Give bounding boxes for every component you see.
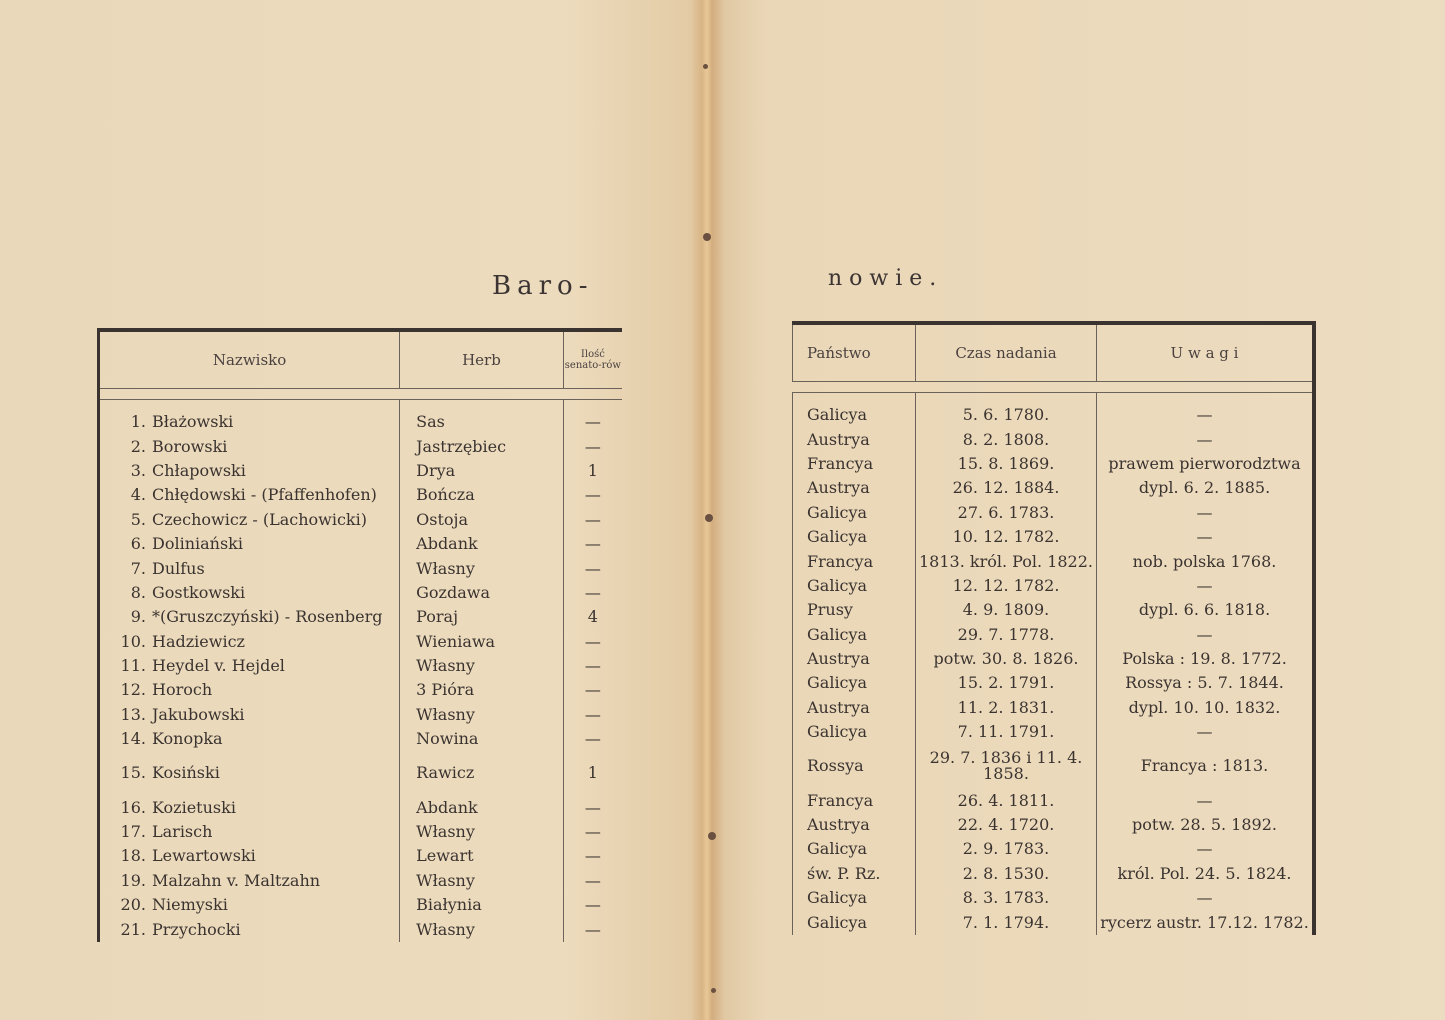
binding-stitch xyxy=(711,988,716,993)
table-row xyxy=(99,795,623,819)
row-number: 19. xyxy=(120,870,146,890)
table-row xyxy=(793,647,1315,671)
notes: dypl. 10. 10. 1832. xyxy=(1097,696,1315,720)
surname: Larisch xyxy=(152,822,213,842)
table-row xyxy=(99,630,623,654)
state: Galicya xyxy=(793,886,916,910)
name-cell xyxy=(99,654,400,678)
senators-count: — xyxy=(563,917,622,941)
state: Austrya xyxy=(793,813,916,837)
coat-of-arms: Jastrzębiec xyxy=(400,434,564,458)
table-row xyxy=(793,862,1315,886)
grant-date: 26. 12. 1884. xyxy=(916,476,1097,500)
table-row xyxy=(99,459,623,483)
notes: dypl. 6. 6. 1818. xyxy=(1097,598,1315,622)
surname: Błażowski xyxy=(152,412,234,432)
coat-of-arms: Poraj xyxy=(400,605,564,629)
binding-stitch xyxy=(705,514,713,522)
heading-right: nowie. xyxy=(828,266,944,291)
table-row xyxy=(793,720,1315,744)
coat-of-arms: Abdank xyxy=(400,795,564,819)
surname: Czechowicz - (Lachowicki) xyxy=(152,509,367,529)
grant-date: 7. 1. 1794. xyxy=(916,910,1097,934)
row-number: 8. xyxy=(130,582,146,602)
state: Francya xyxy=(793,452,916,476)
grant-date: 8. 3. 1783. xyxy=(916,886,1097,910)
book-gutter xyxy=(690,0,724,1020)
table-row xyxy=(793,403,1315,427)
table-row xyxy=(99,581,623,605)
notes: — xyxy=(1097,525,1315,549)
notes: — xyxy=(1097,403,1315,427)
coat-of-arms: Białynia xyxy=(400,893,564,917)
row-number: 13. xyxy=(120,704,146,724)
surname: Niemyski xyxy=(152,895,228,915)
table-row xyxy=(99,508,623,532)
grant-date: 11. 2. 1831. xyxy=(916,696,1097,720)
notes: — xyxy=(1097,720,1315,744)
notes: prawem pierworodztwa xyxy=(1097,452,1315,476)
name-cell xyxy=(99,630,400,654)
state: Francya xyxy=(793,549,916,573)
table-row xyxy=(99,844,623,868)
notes: — xyxy=(1097,886,1315,910)
surname: Heydel v. Hejdel xyxy=(152,656,285,676)
surname: Malzahn v. Maltzahn xyxy=(152,870,321,890)
senators-count: — xyxy=(563,844,622,868)
notes: Polska : 19. 8. 1772. xyxy=(1097,647,1315,671)
state: Galicya xyxy=(793,910,916,934)
notes: Rossya : 5. 7. 1844. xyxy=(1097,671,1315,695)
header-state: Państwo xyxy=(793,323,916,382)
binding-stitch xyxy=(708,832,716,840)
name-cell xyxy=(99,434,400,458)
coat-of-arms: Własny xyxy=(400,556,564,580)
state: Francya xyxy=(793,788,916,812)
grant-date: 26. 4. 1811. xyxy=(916,788,1097,812)
surname: *(Gruszczyński) - Rosenberg xyxy=(152,607,383,627)
surname: Horoch xyxy=(152,680,213,700)
grant-date: 5. 6. 1780. xyxy=(916,403,1097,427)
grant-date: 12. 12. 1782. xyxy=(916,574,1097,598)
header-name: Nazwisko xyxy=(212,351,287,369)
surname: Gostkowski xyxy=(152,582,246,602)
name-cell xyxy=(99,581,400,605)
table-row xyxy=(793,837,1315,861)
senators-count: — xyxy=(563,581,622,605)
senators-count: 1 xyxy=(563,459,622,483)
coat-of-arms: Abdank xyxy=(400,532,564,556)
grant-date: 15. 8. 1869. xyxy=(916,452,1097,476)
left-register-table xyxy=(97,328,622,942)
coat-of-arms: Własny xyxy=(400,917,564,941)
table-row xyxy=(99,410,623,434)
name-cell xyxy=(99,459,400,483)
senators-count: — xyxy=(563,434,622,458)
row-number: 9. xyxy=(130,607,146,627)
binding-stitch xyxy=(703,64,708,69)
table-row xyxy=(99,556,623,580)
name-cell xyxy=(99,727,400,751)
notes: — xyxy=(1097,788,1315,812)
notes: — xyxy=(1097,501,1315,525)
state: Austrya xyxy=(793,696,916,720)
table-row xyxy=(99,654,623,678)
state: Austrya xyxy=(793,476,916,500)
surname: Przychocki xyxy=(152,919,241,939)
state: Galicya xyxy=(793,403,916,427)
senators-count: — xyxy=(563,410,622,434)
coat-of-arms: 3 Pióra xyxy=(400,678,564,702)
row-number: 5. xyxy=(130,509,146,529)
grant-date: 29. 7. 1778. xyxy=(916,623,1097,647)
senators-count: — xyxy=(563,820,622,844)
senators-count: — xyxy=(563,508,622,532)
table-row xyxy=(99,483,623,507)
table-row xyxy=(793,696,1315,720)
grant-date: 1813. król. Pol. 1822. xyxy=(916,549,1097,573)
table-row xyxy=(793,623,1315,647)
coat-of-arms: Własny xyxy=(400,654,564,678)
senators-count: 4 xyxy=(563,605,622,629)
name-cell xyxy=(99,820,400,844)
surname: Kozietuski xyxy=(152,797,236,817)
senators-count: — xyxy=(563,556,622,580)
notes: rycerz austr. 17.12. 1782. xyxy=(1097,910,1315,934)
header-date: Czas nadania xyxy=(916,323,1097,382)
state: Galicya xyxy=(793,574,916,598)
state: Austrya xyxy=(793,647,916,671)
table-row xyxy=(99,893,623,917)
binding-stitch xyxy=(703,233,711,241)
table-row xyxy=(793,476,1315,500)
name-cell xyxy=(99,483,400,507)
heading-left: Baro- xyxy=(492,271,594,301)
state: św. P. Rz. xyxy=(793,862,916,886)
coat-of-arms: Własny xyxy=(400,820,564,844)
notes: nob. polska 1768. xyxy=(1097,549,1315,573)
table-row xyxy=(99,917,623,941)
coat-of-arms: Ostoja xyxy=(400,508,564,532)
row-number: 6. xyxy=(130,534,146,554)
notes: król. Pol. 24. 5. 1824. xyxy=(1097,862,1315,886)
table-row xyxy=(793,574,1315,598)
table-row xyxy=(793,671,1315,695)
row-number: 16. xyxy=(120,797,146,817)
coat-of-arms: Własny xyxy=(400,869,564,893)
surname: Dulfus xyxy=(152,558,205,578)
table-row xyxy=(793,427,1315,451)
state: Galicya xyxy=(793,525,916,549)
senators-count: — xyxy=(563,727,622,751)
notes: Francya : 1813. xyxy=(1097,744,1315,788)
surname: Hadziewicz xyxy=(152,631,245,651)
table-row xyxy=(793,813,1315,837)
senators-count: 1 xyxy=(563,751,622,795)
surname: Chłędowski - (Pfaffenhofen) xyxy=(152,485,377,505)
table-row xyxy=(793,501,1315,525)
row-number: 7. xyxy=(130,558,146,578)
row-number: 1. xyxy=(130,412,146,432)
surname: Jakubowski xyxy=(152,704,245,724)
table-row xyxy=(99,751,623,795)
grant-date: 29. 7. 1836 i 11. 4. 1858. xyxy=(916,744,1097,788)
senators-count: — xyxy=(563,654,622,678)
name-cell xyxy=(99,410,400,434)
header-senators: Ilość senato-rów xyxy=(563,330,622,389)
name-cell xyxy=(99,556,400,580)
row-number: 21. xyxy=(120,919,146,939)
surname: Lewartowski xyxy=(152,846,256,866)
table-row xyxy=(793,598,1315,622)
table-row xyxy=(99,727,623,751)
table-row xyxy=(99,869,623,893)
table-row xyxy=(793,788,1315,812)
header-separator xyxy=(99,389,623,400)
senators-count: — xyxy=(563,483,622,507)
state: Rossya xyxy=(793,744,916,788)
right-table-body xyxy=(793,403,1315,935)
row-number: 17. xyxy=(120,822,146,842)
senators-count: — xyxy=(563,869,622,893)
table-row xyxy=(793,452,1315,476)
coat-of-arms: Własny xyxy=(400,703,564,727)
row-number: 10. xyxy=(120,631,146,651)
coat-of-arms: Gozdawa xyxy=(400,581,564,605)
notes: — xyxy=(1097,623,1315,647)
grant-date: 2. 8. 1530. xyxy=(916,862,1097,886)
senators-count: — xyxy=(563,678,622,702)
senators-count: — xyxy=(563,795,622,819)
state: Prusy xyxy=(793,598,916,622)
table-row xyxy=(793,910,1315,934)
coat-of-arms: Sas xyxy=(400,410,564,434)
table-row xyxy=(99,605,623,629)
name-cell xyxy=(99,532,400,556)
table-row xyxy=(793,886,1315,910)
senators-count: — xyxy=(563,630,622,654)
coat-of-arms: Lewart xyxy=(400,844,564,868)
state: Galicya xyxy=(793,623,916,647)
grant-date: 2. 9. 1783. xyxy=(916,837,1097,861)
grant-date: 4. 9. 1809. xyxy=(916,598,1097,622)
grant-date: 27. 6. 1783. xyxy=(916,501,1097,525)
table-row xyxy=(99,678,623,702)
right-register-table xyxy=(792,321,1316,935)
coat-of-arms: Bończa xyxy=(400,483,564,507)
right-table-header xyxy=(793,323,1315,382)
state: Galicya xyxy=(793,671,916,695)
notes: potw. 28. 5. 1892. xyxy=(1097,813,1315,837)
name-cell xyxy=(99,917,400,941)
senators-count: — xyxy=(563,703,622,727)
surname: Borowski xyxy=(152,436,228,456)
grant-date: potw. 30. 8. 1826. xyxy=(916,647,1097,671)
grant-date: 10. 12. 1782. xyxy=(916,525,1097,549)
senators-count: — xyxy=(563,893,622,917)
row-number: 20. xyxy=(120,895,146,915)
row-number: 4. xyxy=(130,485,146,505)
table-row xyxy=(99,434,623,458)
row-number: 14. xyxy=(120,729,146,749)
notes: — xyxy=(1097,574,1315,598)
notes: — xyxy=(1097,427,1315,451)
header-herb: Herb xyxy=(400,330,564,389)
notes: dypl. 6. 2. 1885. xyxy=(1097,476,1315,500)
name-cell xyxy=(99,703,400,727)
name-cell xyxy=(99,605,400,629)
left-table-body xyxy=(99,410,623,942)
row-number: 11. xyxy=(120,656,146,676)
coat-of-arms: Rawicz xyxy=(400,751,564,795)
row-number: 3. xyxy=(130,460,146,480)
table-row xyxy=(99,703,623,727)
coat-of-arms: Wieniawa xyxy=(400,630,564,654)
grant-date: 7. 11. 1791. xyxy=(916,720,1097,744)
header-separator xyxy=(793,382,1315,393)
state: Galicya xyxy=(793,837,916,861)
coat-of-arms: Drya xyxy=(400,459,564,483)
name-cell xyxy=(99,508,400,532)
row-number: 12. xyxy=(120,680,146,700)
state: Galicya xyxy=(793,720,916,744)
grant-date: 22. 4. 1720. xyxy=(916,813,1097,837)
row-number: 2. xyxy=(130,436,146,456)
row-number: 15. xyxy=(120,763,146,783)
name-cell xyxy=(99,795,400,819)
table-row xyxy=(793,549,1315,573)
table-row xyxy=(99,532,623,556)
surname: Chłapowski xyxy=(152,460,246,480)
coat-of-arms: Nowina xyxy=(400,727,564,751)
table-row xyxy=(99,820,623,844)
surname: Kosiński xyxy=(152,763,220,783)
notes: — xyxy=(1097,837,1315,861)
row-number: 18. xyxy=(120,846,146,866)
left-table-header xyxy=(99,330,623,389)
table-row xyxy=(793,744,1315,788)
name-cell xyxy=(99,869,400,893)
name-cell xyxy=(99,893,400,917)
table-row xyxy=(793,525,1315,549)
grant-date: 8. 2. 1808. xyxy=(916,427,1097,451)
state: Galicya xyxy=(793,501,916,525)
surname: Doliniański xyxy=(152,534,243,554)
name-cell xyxy=(99,751,400,795)
senators-count: — xyxy=(563,532,622,556)
name-cell xyxy=(99,678,400,702)
surname: Konopka xyxy=(152,729,223,749)
name-cell xyxy=(99,844,400,868)
state: Austrya xyxy=(793,427,916,451)
header-notes: U w a g i xyxy=(1097,323,1315,382)
grant-date: 15. 2. 1791. xyxy=(916,671,1097,695)
